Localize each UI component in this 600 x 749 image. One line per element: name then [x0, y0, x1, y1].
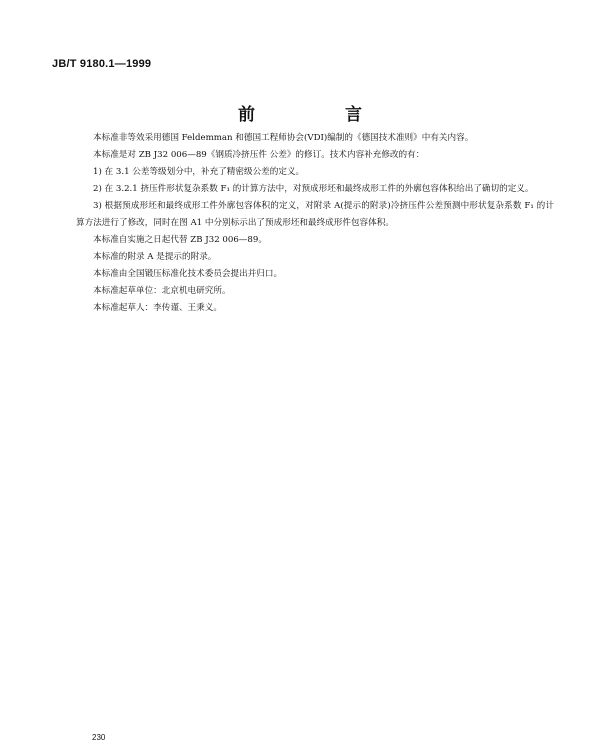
paragraph-drafters: 本标准起草人：李传谨、王秉义。: [93, 303, 222, 313]
foreword-body: [76, 130, 554, 317]
paragraph-revision: 本标准是对 ZB J32 006—89《钢质冷挤压件 公差》的修订。技术内容补充修改的有：: [93, 150, 425, 160]
paragraph-drafting-unit: 本标准起草单位：北京机电研究所。: [93, 286, 231, 296]
page-number: 230: [92, 733, 106, 742]
paragraph-change-2: 2) 在 3.2.1 挤压件形状复杂系数 F₁ 的计算方法中，对预成形坯和最终成形工件的外廓包容体积给出了确切的定义。: [93, 184, 534, 194]
page-title: 前 言: [238, 105, 404, 125]
paragraph-proposer: 本标准由全国锻压标准化技术委员会提出并归口。: [93, 269, 283, 279]
standard-code: JB/T 9180.1—1999: [52, 58, 152, 70]
paragraph-change-1: 1) 在 3.1 公差等级划分中，补充了精密级公差的定义。: [93, 167, 305, 177]
paragraph-appendix: 本标准的附录 A 是提示的附录。: [93, 252, 217, 262]
paragraph-replacement: 本标准自实施之日起代替 ZB J32 006—89。: [93, 235, 267, 245]
paragraph-adoption: 本标准非等效采用德国 Feldemman 和德国工程师协会(VDI)编制的《德国技术准则》中有关内容。: [93, 133, 474, 143]
paragraph-change-3: 3) 根据预成形坯和最终成形工件外廓包容体积的定义，对附录 A(提示的附录)冷挤压件公差预测中形状复杂系数 F₁ 的计算方法进行了修改，同时在图 A1 中分别标示出了预成形坯和最终成形件包容体积。: [76, 201, 554, 228]
